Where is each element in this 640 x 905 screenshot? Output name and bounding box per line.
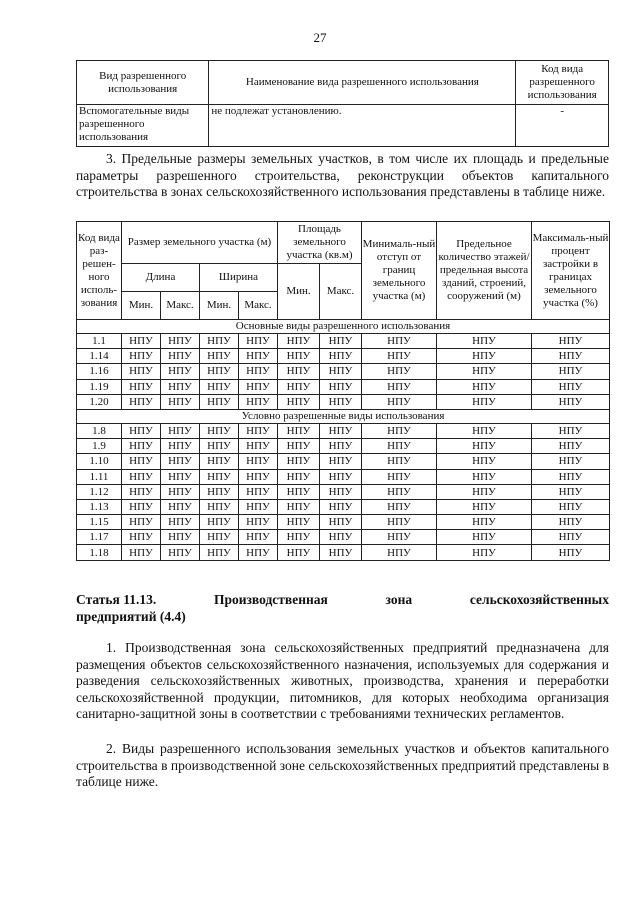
cell-value: НПУ (161, 499, 200, 514)
cell-value: НПУ (278, 334, 320, 349)
cell-value: НПУ (278, 454, 320, 469)
cell-code: 1.19 (77, 379, 122, 394)
cell-value: НПУ (200, 499, 239, 514)
cell-code: 1.20 (77, 394, 122, 409)
page-number: 27 (313, 30, 327, 45)
cell-value: НПУ (278, 499, 320, 514)
cell-value: НПУ (161, 484, 200, 499)
cell-value: НПУ (239, 423, 278, 438)
group-row (77, 409, 610, 423)
cell-use-code: - (516, 105, 609, 147)
cell-value: НПУ (532, 423, 610, 438)
article-heading (76, 591, 609, 625)
cell-value: НПУ (532, 364, 610, 379)
cell-value: НПУ (122, 484, 161, 499)
cell-value: НПУ (122, 515, 161, 530)
cell-value: НПУ (278, 484, 320, 499)
cell-value: НПУ (278, 349, 320, 364)
paragraph-article-2: 2. Виды разрешенного использования земельных участков и объектов капитального строительства в производственной зоне сельскохозяйственных предприятий представлены в таблице ниже. (76, 741, 609, 790)
paragraph-3: 3. Предельные размеры земельных участков, в том числе их площадь и предельные параметры разрешенного строительства, реконструкции объектов капитального строительства в зонах сельскохозяйственного использования представлены в таблице ниже. (76, 151, 609, 200)
cell-value: НПУ (320, 484, 362, 499)
cell-value: НПУ (161, 530, 200, 545)
table-row (77, 499, 610, 514)
header-setback: Минималь-ный отступ от границ земельного участка (м) (362, 222, 437, 320)
table-row (77, 469, 610, 484)
cell-code: 1.11 (77, 469, 122, 484)
cell-value: НПУ (532, 454, 610, 469)
article-heading-word: Производственная (213, 592, 328, 607)
cell-value: НПУ (437, 515, 532, 530)
cell-code: 1.14 (77, 349, 122, 364)
cell-value: НПУ (532, 439, 610, 454)
cell-value: НПУ (437, 469, 532, 484)
table-row (77, 484, 610, 499)
cell-value: НПУ (239, 545, 278, 560)
cell-value: НПУ (278, 394, 320, 409)
table-row (77, 439, 610, 454)
plot-size-table (76, 221, 610, 561)
cell-value: НПУ (200, 379, 239, 394)
cell-value: НПУ (278, 530, 320, 545)
cell-value: НПУ (362, 469, 437, 484)
cell-value: НПУ (239, 469, 278, 484)
cell-value: НПУ (278, 545, 320, 560)
cell-value: НПУ (239, 394, 278, 409)
cell-value: НПУ (122, 379, 161, 394)
paragraph-article-1: 1. Производственная зона сельскохозяйственных предприятий предназначена для размещения объектов сельскохозяйственного назначения, используемых для содержания и разведения сельскохозяйственных животных, производства, хранения и переработки сельскохозяйственной продукции, питомников, для которых необходима организация санитарно-защитной зоны в соответствии с требованиями технических регламентов. (76, 640, 609, 722)
cell-value: НПУ (362, 349, 437, 364)
cell-value: НПУ (320, 423, 362, 438)
cell-value: НПУ (532, 545, 610, 560)
header-width-max: Макс. (239, 292, 278, 320)
cell-value: НПУ (320, 439, 362, 454)
cell-value: НПУ (122, 469, 161, 484)
cell-value: НПУ (161, 349, 200, 364)
cell-value: НПУ (437, 394, 532, 409)
cell-code: 1.8 (77, 423, 122, 438)
header-area: Площадь земельного участка (кв.м) (278, 222, 362, 264)
cell-value: НПУ (437, 439, 532, 454)
header-size: Размер земельного участка (м) (122, 222, 278, 264)
cell-value: НПУ (200, 469, 239, 484)
cell-value: НПУ (437, 364, 532, 379)
cell-value: НПУ (239, 439, 278, 454)
table-row (77, 394, 610, 409)
cell-value: НПУ (278, 423, 320, 438)
cell-value: НПУ (532, 515, 610, 530)
cell-value: НПУ (122, 545, 161, 560)
cell-value: НПУ (362, 454, 437, 469)
header-length-max: Макс. (161, 292, 200, 320)
cell-value: НПУ (320, 530, 362, 545)
table-row (77, 364, 610, 379)
permitted-use-table (76, 60, 609, 147)
cell-value: НПУ (320, 364, 362, 379)
cell-value: НПУ (320, 454, 362, 469)
article-heading-line2: предприятий (4.4) (76, 609, 186, 624)
cell-value: НПУ (320, 394, 362, 409)
cell-value: НПУ (200, 545, 239, 560)
cell-value: НПУ (239, 334, 278, 349)
header-use-kind: Вид разрешенного использования (77, 61, 209, 105)
cell-value: НПУ (239, 454, 278, 469)
plot-size-table-body (77, 320, 610, 561)
table-row (77, 423, 610, 438)
cell-value: НПУ (532, 334, 610, 349)
article-heading-word: зона (385, 592, 413, 607)
cell-value: НПУ (122, 439, 161, 454)
cell-value: НПУ (200, 364, 239, 379)
cell-value: НПУ (437, 349, 532, 364)
cell-value: НПУ (437, 484, 532, 499)
cell-value: НПУ (122, 349, 161, 364)
cell-value: НПУ (200, 423, 239, 438)
cell-value: НПУ (437, 423, 532, 438)
cell-value: НПУ (532, 484, 610, 499)
header-area-min: Мин. (278, 264, 320, 320)
header-floors: Предельное количество этажей/ предельная высота зданий, строений, сооружений (м) (437, 222, 532, 320)
cell-value: НПУ (320, 515, 362, 530)
cell-use-name: не подлежат установлению. (209, 105, 516, 147)
cell-code: 1.13 (77, 499, 122, 514)
cell-value: НПУ (532, 394, 610, 409)
cell-value: НПУ (200, 334, 239, 349)
cell-value: НПУ (239, 364, 278, 379)
cell-value: НПУ (362, 515, 437, 530)
cell-value: НПУ (239, 484, 278, 499)
cell-value: НПУ (239, 349, 278, 364)
cell-value: НПУ (532, 530, 610, 545)
cell-value: НПУ (161, 454, 200, 469)
cell-value: НПУ (161, 439, 200, 454)
cell-value: НПУ (320, 499, 362, 514)
cell-value: НПУ (437, 379, 532, 394)
cell-value: НПУ (437, 454, 532, 469)
table-row (77, 349, 610, 364)
cell-value: НПУ (278, 439, 320, 454)
header-length: Длина (122, 264, 200, 292)
header-use-name: Наименование вида разрешенного использования (209, 61, 516, 105)
cell-value: НПУ (161, 379, 200, 394)
cell-value: НПУ (320, 349, 362, 364)
cell-value: НПУ (362, 423, 437, 438)
cell-value: НПУ (122, 334, 161, 349)
cell-value: НПУ (200, 454, 239, 469)
cell-value: НПУ (239, 379, 278, 394)
cell-code: 1.1 (77, 334, 122, 349)
table-row (77, 454, 610, 469)
cell-value: НПУ (200, 530, 239, 545)
group-row (77, 320, 610, 334)
header-area-max: Макс. (320, 264, 362, 320)
cell-value: НПУ (437, 499, 532, 514)
table-row (77, 545, 610, 560)
cell-value: НПУ (278, 364, 320, 379)
cell-value: НПУ (239, 515, 278, 530)
cell-value: НПУ (200, 394, 239, 409)
cell-code: 1.15 (77, 515, 122, 530)
cell-value: НПУ (161, 423, 200, 438)
cell-value: НПУ (362, 439, 437, 454)
cell-code: 1.16 (77, 364, 122, 379)
cell-value: НПУ (320, 379, 362, 394)
header-coverage: Максималь-ный процент застройки в границах земельного участка (%) (532, 222, 610, 320)
cell-value: НПУ (278, 515, 320, 530)
cell-value: НПУ (532, 469, 610, 484)
cell-value: НПУ (161, 469, 200, 484)
cell-value: НПУ (362, 545, 437, 560)
cell-value: НПУ (532, 379, 610, 394)
cell-value: НПУ (200, 484, 239, 499)
cell-code: 1.12 (77, 484, 122, 499)
table-row (77, 379, 610, 394)
cell-value: НПУ (200, 349, 239, 364)
group-title: Условно разрешенные виды использования (77, 409, 610, 423)
cell-value: НПУ (200, 515, 239, 530)
article-heading-word: Статья 11.13. (76, 592, 157, 607)
cell-code: 1.18 (77, 545, 122, 560)
cell-value: НПУ (122, 394, 161, 409)
cell-value: НПУ (362, 530, 437, 545)
cell-code: 1.9 (77, 439, 122, 454)
cell-value: НПУ (161, 364, 200, 379)
cell-value: НПУ (362, 334, 437, 349)
cell-value: НПУ (161, 394, 200, 409)
table-row (77, 515, 610, 530)
cell-code: 1.10 (77, 454, 122, 469)
cell-value: НПУ (437, 530, 532, 545)
cell-value: НПУ (200, 439, 239, 454)
group-title: Основные виды разрешенного использования (77, 320, 610, 334)
cell-value: НПУ (239, 499, 278, 514)
cell-value: НПУ (362, 394, 437, 409)
header-code: Код вида раз-решен-ного исполь-зования (77, 222, 122, 320)
cell-value: НПУ (362, 484, 437, 499)
cell-value: НПУ (122, 530, 161, 545)
cell-value: НПУ (239, 530, 278, 545)
cell-use-kind: Вспомогательные виды разрешенного использования (77, 105, 209, 147)
header-width-min: Мин. (200, 292, 239, 320)
cell-value: НПУ (320, 469, 362, 484)
cell-code: 1.17 (77, 530, 122, 545)
cell-value: НПУ (437, 334, 532, 349)
article-heading-word: сельскохозяйственных (469, 592, 609, 607)
cell-value: НПУ (278, 469, 320, 484)
cell-value: НПУ (122, 364, 161, 379)
cell-value: НПУ (362, 364, 437, 379)
cell-value: НПУ (161, 515, 200, 530)
header-length-min: Мин. (122, 292, 161, 320)
cell-value: НПУ (532, 499, 610, 514)
header-use-code: Код вида разрешенного использования (516, 61, 609, 105)
cell-value: НПУ (278, 379, 320, 394)
cell-value: НПУ (532, 349, 610, 364)
cell-value: НПУ (362, 379, 437, 394)
cell-value: НПУ (362, 499, 437, 514)
cell-value: НПУ (122, 423, 161, 438)
cell-value: НПУ (122, 454, 161, 469)
cell-value: НПУ (320, 334, 362, 349)
cell-value: НПУ (437, 545, 532, 560)
cell-value: НПУ (161, 545, 200, 560)
header-width: Ширина (200, 264, 278, 292)
cell-value: НПУ (320, 545, 362, 560)
table-row (77, 334, 610, 349)
cell-value: НПУ (122, 499, 161, 514)
table-row (77, 530, 610, 545)
cell-value: НПУ (161, 334, 200, 349)
